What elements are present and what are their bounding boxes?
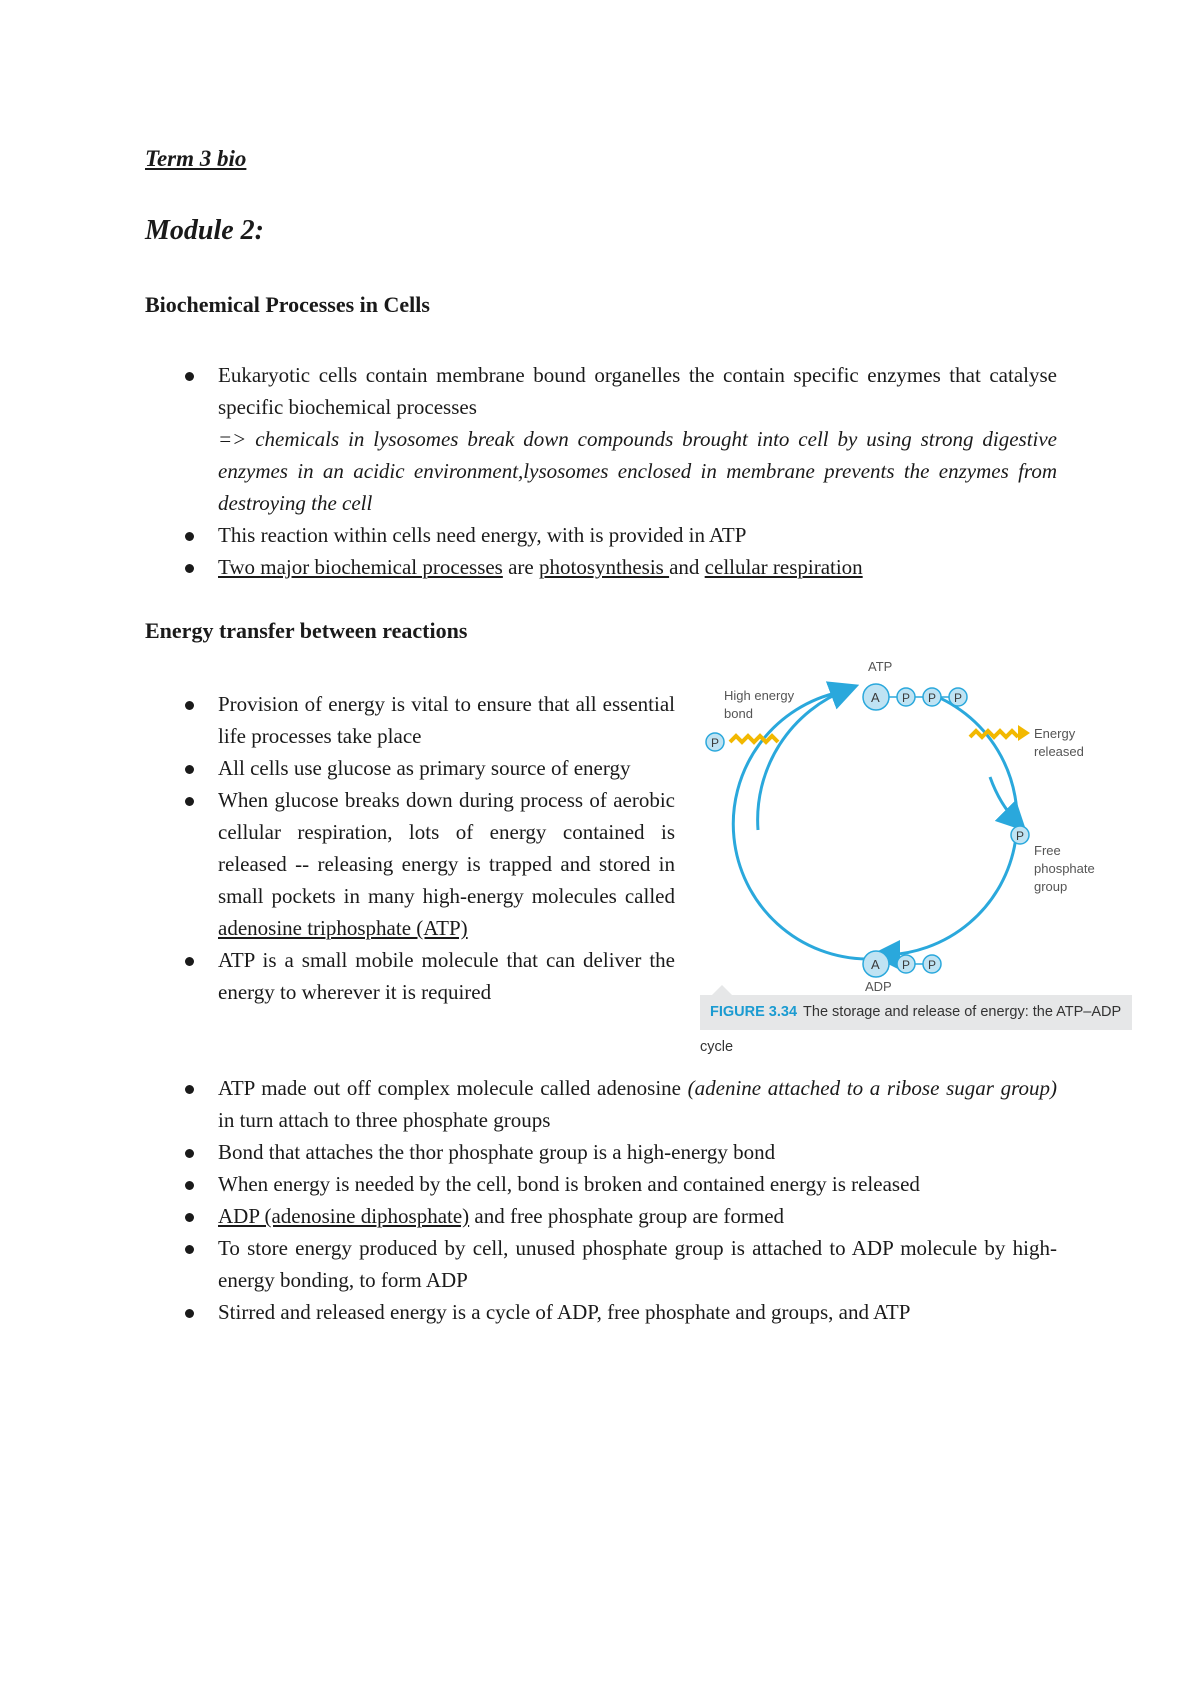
- figure-number: FIGURE 3.34: [710, 1004, 798, 1020]
- bullet-subnote: => chemicals in lysosomes break down compounds brought into cell by using strong digestive enzymes in an acidic environment,lysosomes enclosed in membrane prevents the enzymes from destroying the cell: [218, 427, 1057, 515]
- list-item: [145, 1072, 1057, 1136]
- bullet-text: ATP is a small mobile molecule that can deliver the energy to wherever it is required: [218, 948, 675, 1004]
- underlined-term-cellular-respiration: cellular respiration: [704, 555, 863, 579]
- list-item: [145, 784, 675, 944]
- energy-released-wavy-icon: [970, 731, 1018, 737]
- phosphate-symbol: P: [928, 958, 937, 972]
- atp-adp-cycle-diagram: [700, 655, 1132, 995]
- list-item: [145, 519, 1057, 551]
- section-title-biochemical-processes: Biochemical Processes in Cells: [145, 292, 430, 317]
- free-phosphate-label: Free: [1034, 843, 1061, 858]
- high-energy-bond-label: bond: [724, 706, 753, 721]
- list-item: [145, 752, 675, 784]
- bullet-text: All cells use glucose as primary source of energy: [218, 756, 631, 780]
- bullet-text: When glucose breaks down during process of aerobic cellular respiration, lots of energy contained is released -- releasing energy is trapped and stored in small pockets in many high-energy molecules called: [218, 788, 675, 908]
- list-item: [145, 1168, 1057, 1200]
- bullet-text: Stirred and released energy is a cycle of ADP, free phosphate and groups, and ATP: [218, 1300, 911, 1324]
- phosphate-symbol: P: [902, 691, 911, 705]
- list-item: [145, 688, 675, 752]
- bullet-text: are: [502, 555, 539, 579]
- energy-released-label: released: [1034, 744, 1084, 759]
- bullet-text: Bond that attaches the thor phosphate group is a high-energy bond: [218, 1140, 776, 1164]
- free-phosphate-arrow: [990, 777, 1018, 823]
- list-item: [145, 1136, 1057, 1168]
- cycle-arrow-to-atp: [758, 689, 848, 830]
- figure-caption: [700, 995, 1132, 1055]
- bullet-text: and free phosphate group are formed: [469, 1204, 785, 1228]
- underlined-term-adp: ADP (adenosine diphosphate): [218, 1204, 470, 1228]
- bullet-text: and: [669, 555, 705, 579]
- figure-caption-text: The storage and release of energy: the ATP–ADP cycle: [700, 1004, 1121, 1055]
- bullet-list-biochemical-processes: [145, 359, 1057, 583]
- phosphate-symbol: P: [928, 691, 937, 705]
- high-energy-wavy-icon: [730, 736, 778, 742]
- term-title: Term 3 bio: [145, 146, 247, 171]
- adenosine-symbol: A: [871, 690, 880, 705]
- free-phosphate-label: phosphate: [1034, 861, 1095, 876]
- section-title-energy-transfer: Energy transfer between reactions: [145, 618, 468, 643]
- bullet-text: ATP made out off complex molecule called adenosine: [218, 1076, 688, 1100]
- free-phosphate-label: group: [1034, 879, 1068, 894]
- underlined-term-photosynthesis: photosynthesis: [539, 555, 670, 579]
- underlined-term-major-processes: Two major biochemical processes: [218, 555, 503, 579]
- italic-note: (adenine attached to a ribose sugar group): [687, 1076, 1057, 1100]
- caption-notch: [712, 985, 732, 995]
- phosphate-symbol: P: [711, 736, 720, 750]
- adenosine-symbol: A: [871, 957, 880, 972]
- list-item: [145, 1296, 1057, 1328]
- underlined-term-atp: adenosine triphosphate (ATP): [218, 916, 468, 940]
- cycle-arc-left: [733, 692, 867, 959]
- high-energy-bond-label: High energy: [724, 688, 795, 703]
- energy-released-arrowhead: [1018, 725, 1030, 741]
- module-title: Module 2:: [145, 215, 264, 246]
- list-item: [145, 1200, 1057, 1232]
- bullet-text: To store energy produced by cell, unused phosphate group is attached to ADP molecule by high-energy bonding, to form ADP: [218, 1236, 1057, 1292]
- bullet-text: in turn attach to three phosphate groups: [218, 1108, 551, 1132]
- bullet-text: This reaction within cells need energy, with is provided in ATP: [218, 523, 747, 547]
- phosphate-symbol: P: [902, 958, 911, 972]
- phosphate-symbol: P: [954, 691, 963, 705]
- list-item: [145, 359, 1057, 519]
- list-item: [145, 551, 1057, 583]
- list-item: [145, 1232, 1057, 1296]
- bullet-list-energy-transfer: [145, 688, 675, 1008]
- atp-label: ATP: [868, 659, 893, 674]
- list-item: [145, 944, 675, 1008]
- adp-label: ADP: [865, 979, 892, 994]
- bullet-text: Eukaryotic cells contain membrane bound organelles the contain specific enzymes that catalyse specific biochemical processes: [218, 363, 1057, 419]
- phosphate-symbol: P: [1016, 829, 1025, 843]
- atp-adp-cycle-figure: [700, 655, 1132, 1055]
- energy-released-label: Energy: [1034, 726, 1076, 741]
- bullet-list-energy-transfer-continued: [145, 1072, 1057, 1328]
- bullet-text: When energy is needed by the cell, bond is broken and contained energy is released: [218, 1172, 920, 1196]
- bullet-text: Provision of energy is vital to ensure that all essential life processes take place: [218, 692, 675, 748]
